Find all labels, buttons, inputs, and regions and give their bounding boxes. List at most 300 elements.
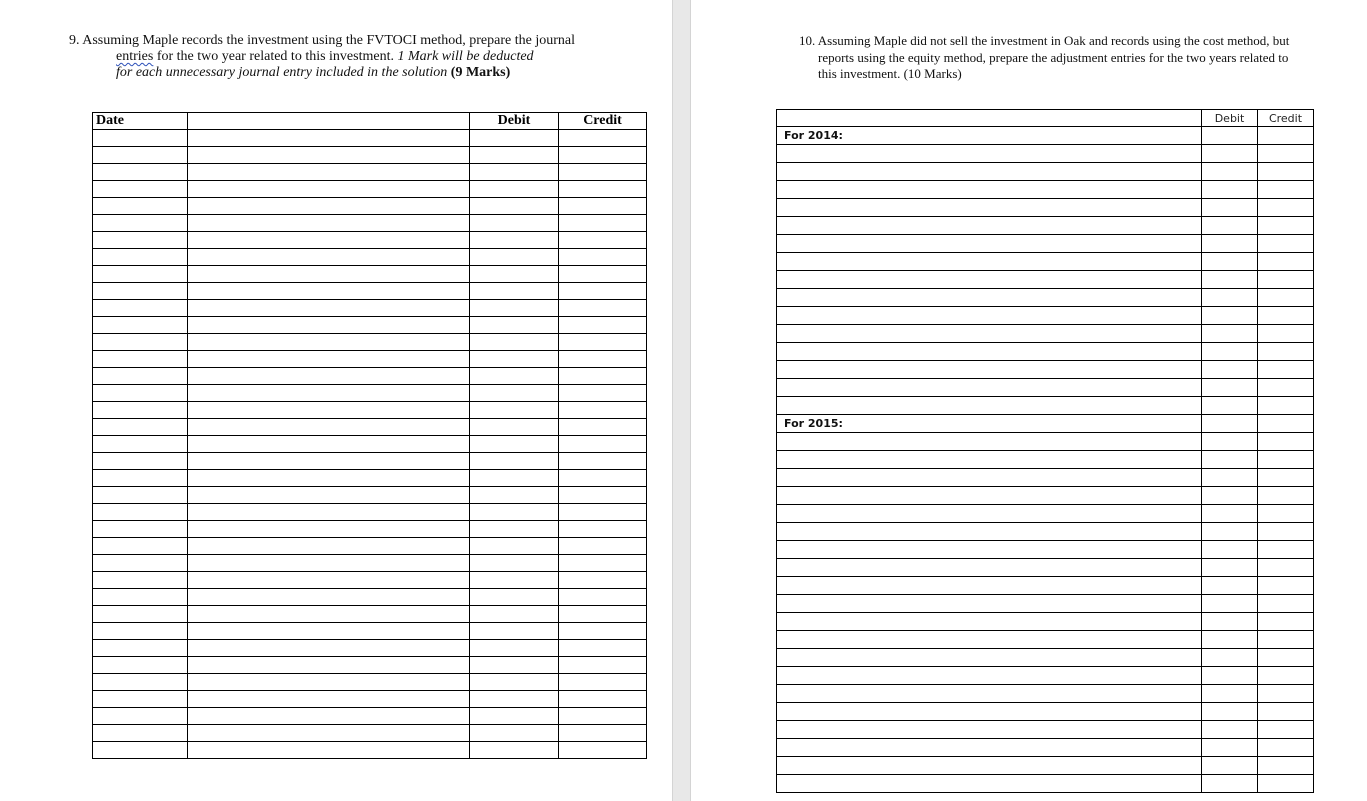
table-row <box>93 317 647 334</box>
credit-cell[interactable] <box>1258 343 1314 361</box>
table-row <box>777 613 1314 631</box>
credit-cell[interactable] <box>559 691 647 708</box>
debit-cell[interactable] <box>1202 361 1258 379</box>
date-cell[interactable] <box>93 402 188 419</box>
credit-cell[interactable] <box>1258 199 1314 217</box>
account-cell[interactable] <box>188 198 470 215</box>
credit-cell[interactable] <box>1258 595 1314 613</box>
description-cell[interactable] <box>777 505 1202 523</box>
credit-cell[interactable] <box>559 606 647 623</box>
credit-cell[interactable] <box>1258 145 1314 163</box>
debit-cell[interactable] <box>470 487 559 504</box>
date-cell[interactable] <box>93 555 188 572</box>
table-row <box>93 436 647 453</box>
credit-cell[interactable] <box>559 470 647 487</box>
table-row <box>777 289 1314 307</box>
section-label: For 2014: <box>777 127 1202 145</box>
table-row <box>93 249 647 266</box>
debit-cell[interactable] <box>470 198 559 215</box>
credit-cell[interactable] <box>1258 379 1314 397</box>
account-cell[interactable] <box>188 402 470 419</box>
table-row <box>93 300 647 317</box>
credit-cell[interactable] <box>559 300 647 317</box>
debit-cell[interactable] <box>1202 433 1258 451</box>
debit-cell[interactable] <box>1202 775 1258 793</box>
description-cell[interactable] <box>777 181 1202 199</box>
credit-cell[interactable] <box>559 283 647 300</box>
debit-cell[interactable] <box>1202 523 1258 541</box>
description-cell[interactable] <box>777 325 1202 343</box>
description-cell[interactable] <box>777 703 1202 721</box>
debit-cell[interactable] <box>1202 397 1258 415</box>
credit-cell[interactable] <box>559 674 647 691</box>
account-cell[interactable] <box>188 436 470 453</box>
debit-cell[interactable] <box>1202 217 1258 235</box>
account-cell[interactable] <box>188 640 470 657</box>
debit-cell[interactable] <box>1202 163 1258 181</box>
debit-cell[interactable] <box>470 725 559 742</box>
credit-cell[interactable] <box>1258 577 1314 595</box>
account-cell[interactable] <box>188 419 470 436</box>
date-cell[interactable] <box>93 691 188 708</box>
debit-cell[interactable] <box>470 504 559 521</box>
account-cell[interactable] <box>188 232 470 249</box>
debit-cell[interactable] <box>470 402 559 419</box>
debit-cell[interactable] <box>1202 469 1258 487</box>
table-row <box>777 523 1314 541</box>
debit-cell[interactable] <box>470 657 559 674</box>
credit-cell[interactable] <box>1258 703 1314 721</box>
credit-cell[interactable] <box>559 351 647 368</box>
table-row <box>93 351 647 368</box>
date-cell[interactable] <box>93 385 188 402</box>
credit-cell[interactable] <box>1258 757 1314 775</box>
credit-cell[interactable] <box>559 555 647 572</box>
credit-cell[interactable] <box>1258 613 1314 631</box>
credit-cell[interactable] <box>559 521 647 538</box>
credit-cell[interactable] <box>1258 451 1314 469</box>
table-row <box>777 757 1314 775</box>
description-cell[interactable] <box>777 721 1202 739</box>
debit-cell[interactable] <box>1202 721 1258 739</box>
date-cell[interactable] <box>93 368 188 385</box>
description-cell[interactable] <box>777 199 1202 217</box>
account-cell[interactable] <box>188 351 470 368</box>
account-cell[interactable] <box>188 215 470 232</box>
description-cell[interactable] <box>777 685 1202 703</box>
account-cell[interactable] <box>188 164 470 181</box>
credit-cell[interactable] <box>1258 631 1314 649</box>
credit-cell[interactable] <box>1258 415 1314 433</box>
credit-cell[interactable] <box>559 640 647 657</box>
debit-cell[interactable] <box>1202 667 1258 685</box>
credit-cell[interactable] <box>1258 253 1314 271</box>
date-cell[interactable] <box>93 181 188 198</box>
table-row <box>93 453 647 470</box>
account-cell[interactable] <box>188 181 470 198</box>
credit-cell[interactable] <box>1258 487 1314 505</box>
debit-cell[interactable] <box>1202 757 1258 775</box>
credit-cell[interactable] <box>1258 685 1314 703</box>
credit-cell[interactable] <box>1258 325 1314 343</box>
debit-cell[interactable] <box>470 538 559 555</box>
description-cell[interactable] <box>777 271 1202 289</box>
description-cell[interactable] <box>777 145 1202 163</box>
credit-cell[interactable] <box>1258 217 1314 235</box>
date-cell[interactable] <box>93 266 188 283</box>
debit-cell[interactable] <box>1202 739 1258 757</box>
debit-cell[interactable] <box>470 691 559 708</box>
account-cell[interactable] <box>188 385 470 402</box>
date-cell[interactable] <box>93 589 188 606</box>
debit-cell[interactable] <box>470 470 559 487</box>
credit-cell[interactable] <box>559 402 647 419</box>
debit-cell[interactable] <box>1202 415 1258 433</box>
debit-cell[interactable] <box>1202 325 1258 343</box>
description-cell[interactable] <box>777 595 1202 613</box>
debit-cell[interactable] <box>470 436 559 453</box>
debit-cell[interactable] <box>1202 595 1258 613</box>
table-row <box>777 685 1314 703</box>
credit-cell[interactable] <box>559 436 647 453</box>
section-row <box>777 127 1314 145</box>
credit-cell[interactable] <box>559 249 647 266</box>
question-9-deduction-note-2: for each unnecessary journal entry included in the solution <box>116 65 451 80</box>
credit-cell[interactable] <box>1258 523 1314 541</box>
credit-cell[interactable] <box>1258 181 1314 199</box>
debit-cell[interactable] <box>1202 703 1258 721</box>
credit-cell[interactable] <box>1258 235 1314 253</box>
description-cell[interactable] <box>777 775 1202 793</box>
date-cell[interactable] <box>93 334 188 351</box>
description-cell[interactable] <box>777 487 1202 505</box>
table-row <box>777 775 1314 793</box>
credit-cell[interactable] <box>559 266 647 283</box>
debit-cell[interactable] <box>1202 307 1258 325</box>
credit-cell[interactable] <box>559 198 647 215</box>
credit-cell[interactable] <box>1258 469 1314 487</box>
credit-cell[interactable] <box>1258 433 1314 451</box>
debit-cell[interactable] <box>470 555 559 572</box>
journal-table-9 <box>92 112 647 759</box>
date-cell[interactable] <box>93 215 188 232</box>
credit-cell[interactable] <box>559 419 647 436</box>
table-row <box>93 215 647 232</box>
description-cell[interactable] <box>777 217 1202 235</box>
debit-cell[interactable] <box>470 674 559 691</box>
table-row <box>93 232 647 249</box>
date-cell[interactable] <box>93 317 188 334</box>
description-cell[interactable] <box>777 235 1202 253</box>
account-cell[interactable] <box>188 283 470 300</box>
credit-cell[interactable] <box>1258 721 1314 739</box>
debit-cell[interactable] <box>1202 451 1258 469</box>
credit-cell[interactable] <box>1258 667 1314 685</box>
description-cell[interactable] <box>777 361 1202 379</box>
date-cell[interactable] <box>93 674 188 691</box>
debit-cell[interactable] <box>470 130 559 147</box>
description-cell[interactable] <box>777 649 1202 667</box>
credit-cell[interactable] <box>1258 541 1314 559</box>
debit-cell[interactable] <box>1202 289 1258 307</box>
credit-cell[interactable] <box>559 317 647 334</box>
description-cell[interactable] <box>777 577 1202 595</box>
debit-cell[interactable] <box>470 300 559 317</box>
page-separator <box>672 0 691 801</box>
date-header: Date <box>93 113 188 130</box>
debit-cell[interactable] <box>470 249 559 266</box>
debit-cell[interactable] <box>470 606 559 623</box>
credit-cell[interactable] <box>559 368 647 385</box>
account-cell[interactable] <box>188 334 470 351</box>
credit-cell[interactable] <box>559 487 647 504</box>
credit-cell[interactable] <box>559 181 647 198</box>
debit-cell[interactable] <box>470 419 559 436</box>
credit-cell[interactable] <box>1258 505 1314 523</box>
account-cell[interactable] <box>188 266 470 283</box>
credit-cell[interactable] <box>559 147 647 164</box>
debit-cell[interactable] <box>470 572 559 589</box>
description-cell[interactable] <box>777 667 1202 685</box>
account-cell[interactable] <box>188 742 470 759</box>
date-cell[interactable] <box>93 453 188 470</box>
credit-cell[interactable] <box>559 232 647 249</box>
table-row <box>777 739 1314 757</box>
account-cell[interactable] <box>188 504 470 521</box>
date-cell[interactable] <box>93 504 188 521</box>
credit-cell[interactable] <box>1258 307 1314 325</box>
description-cell[interactable] <box>777 469 1202 487</box>
table-row <box>93 266 647 283</box>
table-row <box>93 334 647 351</box>
credit-cell[interactable] <box>559 657 647 674</box>
credit-cell[interactable] <box>559 504 647 521</box>
account-cell[interactable] <box>188 555 470 572</box>
credit-cell[interactable] <box>1258 271 1314 289</box>
account-cell[interactable] <box>188 572 470 589</box>
debit-cell[interactable] <box>1202 379 1258 397</box>
debit-cell[interactable] <box>1202 343 1258 361</box>
description-cell[interactable] <box>777 631 1202 649</box>
date-cell[interactable] <box>93 657 188 674</box>
description-cell[interactable] <box>777 307 1202 325</box>
debit-cell[interactable] <box>470 215 559 232</box>
debit-cell[interactable] <box>1202 253 1258 271</box>
table-row <box>93 487 647 504</box>
question-9 <box>69 33 629 81</box>
date-cell[interactable] <box>93 521 188 538</box>
credit-cell[interactable] <box>559 334 647 351</box>
debit-cell[interactable] <box>1202 559 1258 577</box>
credit-cell[interactable] <box>559 130 647 147</box>
debit-cell[interactable] <box>470 164 559 181</box>
description-cell[interactable] <box>777 757 1202 775</box>
debit-cell[interactable] <box>470 623 559 640</box>
description-cell[interactable] <box>777 343 1202 361</box>
account-cell[interactable] <box>188 725 470 742</box>
description-cell[interactable] <box>777 613 1202 631</box>
date-cell[interactable] <box>93 538 188 555</box>
debit-cell[interactable] <box>470 453 559 470</box>
debit-cell[interactable] <box>1202 631 1258 649</box>
debit-cell[interactable] <box>470 266 559 283</box>
description-cell[interactable] <box>777 739 1202 757</box>
table-row <box>777 217 1314 235</box>
date-cell[interactable] <box>93 470 188 487</box>
date-cell[interactable] <box>93 130 188 147</box>
debit-cell[interactable] <box>470 385 559 402</box>
date-cell[interactable] <box>93 708 188 725</box>
description-cell[interactable] <box>777 397 1202 415</box>
journal-table-10 <box>776 109 1314 793</box>
debit-cell[interactable] <box>1202 271 1258 289</box>
date-cell[interactable] <box>93 487 188 504</box>
debit-cell[interactable] <box>470 742 559 759</box>
account-cell[interactable] <box>188 300 470 317</box>
credit-cell[interactable] <box>1258 649 1314 667</box>
debit-cell[interactable] <box>1202 577 1258 595</box>
account-cell[interactable] <box>188 708 470 725</box>
credit-cell[interactable] <box>559 164 647 181</box>
credit-cell[interactable] <box>1258 163 1314 181</box>
description-cell[interactable] <box>777 163 1202 181</box>
credit-cell[interactable] <box>1258 775 1314 793</box>
account-cell[interactable] <box>188 368 470 385</box>
account-cell[interactable] <box>188 623 470 640</box>
description-cell[interactable] <box>777 559 1202 577</box>
table-row <box>777 451 1314 469</box>
description-cell[interactable] <box>777 379 1202 397</box>
table-row <box>777 397 1314 415</box>
date-cell[interactable] <box>93 606 188 623</box>
date-cell[interactable] <box>93 725 188 742</box>
misspelled-word[interactable]: entries <box>116 49 154 64</box>
debit-cell[interactable] <box>470 589 559 606</box>
date-cell[interactable] <box>93 147 188 164</box>
account-cell[interactable] <box>188 487 470 504</box>
account-cell[interactable] <box>188 249 470 266</box>
credit-cell[interactable] <box>559 708 647 725</box>
credit-cell[interactable] <box>559 215 647 232</box>
credit-cell[interactable] <box>559 538 647 555</box>
question-9-text-1: Assuming Maple records the investment using the FVTOCI method, prepare the journal <box>82 33 575 48</box>
table-row <box>93 674 647 691</box>
credit-cell[interactable] <box>1258 361 1314 379</box>
table-row <box>777 361 1314 379</box>
debit-cell[interactable] <box>470 351 559 368</box>
credit-cell[interactable] <box>559 572 647 589</box>
account-cell[interactable] <box>188 470 470 487</box>
credit-cell[interactable] <box>1258 739 1314 757</box>
description-cell[interactable] <box>777 451 1202 469</box>
debit-cell[interactable] <box>1202 235 1258 253</box>
account-cell[interactable] <box>188 538 470 555</box>
date-cell[interactable] <box>93 419 188 436</box>
debit-cell[interactable] <box>470 368 559 385</box>
question-9-number: 9. <box>69 33 80 48</box>
date-cell[interactable] <box>93 232 188 249</box>
date-cell[interactable] <box>93 572 188 589</box>
debit-cell[interactable] <box>470 232 559 249</box>
account-cell[interactable] <box>188 589 470 606</box>
date-cell[interactable] <box>93 623 188 640</box>
account-cell[interactable] <box>188 453 470 470</box>
date-cell[interactable] <box>93 164 188 181</box>
debit-cell[interactable] <box>1202 199 1258 217</box>
debit-cell[interactable] <box>470 147 559 164</box>
table-row <box>93 368 647 385</box>
date-cell[interactable] <box>93 198 188 215</box>
account-cell[interactable] <box>188 147 470 164</box>
table-row <box>777 199 1314 217</box>
credit-cell[interactable] <box>559 453 647 470</box>
credit-cell[interactable] <box>559 589 647 606</box>
table-row <box>777 433 1314 451</box>
debit-cell[interactable] <box>1202 649 1258 667</box>
description-cell[interactable] <box>777 289 1202 307</box>
table-row <box>777 649 1314 667</box>
debit-cell[interactable] <box>1202 685 1258 703</box>
account-cell[interactable] <box>188 606 470 623</box>
credit-cell[interactable] <box>559 623 647 640</box>
debit-cell[interactable] <box>470 283 559 300</box>
description-cell[interactable] <box>777 433 1202 451</box>
debit-cell[interactable] <box>470 708 559 725</box>
debit-cell[interactable] <box>470 181 559 198</box>
credit-cell[interactable] <box>1258 127 1314 145</box>
date-cell[interactable] <box>93 436 188 453</box>
date-cell[interactable] <box>93 640 188 657</box>
table-row <box>93 198 647 215</box>
debit-cell[interactable] <box>1202 487 1258 505</box>
debit-cell[interactable] <box>470 334 559 351</box>
debit-cell[interactable] <box>470 640 559 657</box>
description-cell[interactable] <box>777 541 1202 559</box>
table-row <box>777 145 1314 163</box>
credit-cell[interactable] <box>559 385 647 402</box>
account-cell[interactable] <box>188 657 470 674</box>
debit-cell[interactable] <box>1202 613 1258 631</box>
account-cell[interactable] <box>188 317 470 334</box>
credit-cell[interactable] <box>559 725 647 742</box>
account-cell[interactable] <box>188 674 470 691</box>
date-cell[interactable] <box>93 249 188 266</box>
description-cell[interactable] <box>777 523 1202 541</box>
account-cell[interactable] <box>188 521 470 538</box>
table-row <box>777 469 1314 487</box>
debit-cell[interactable] <box>1202 505 1258 523</box>
debit-cell[interactable] <box>1202 181 1258 199</box>
credit-cell[interactable] <box>1258 559 1314 577</box>
date-cell[interactable] <box>93 283 188 300</box>
credit-cell[interactable] <box>559 742 647 759</box>
credit-cell[interactable] <box>1258 397 1314 415</box>
date-cell[interactable] <box>93 300 188 317</box>
date-cell[interactable] <box>93 351 188 368</box>
debit-cell[interactable] <box>470 317 559 334</box>
date-cell[interactable] <box>93 742 188 759</box>
section-label: For 2015: <box>777 415 1202 433</box>
account-cell[interactable] <box>188 130 470 147</box>
debit-cell[interactable] <box>1202 541 1258 559</box>
account-cell[interactable] <box>188 691 470 708</box>
debit-cell[interactable] <box>1202 127 1258 145</box>
debit-cell[interactable] <box>1202 145 1258 163</box>
debit-cell[interactable] <box>470 521 559 538</box>
credit-cell[interactable] <box>1258 289 1314 307</box>
description-cell[interactable] <box>777 253 1202 271</box>
table-row <box>93 606 647 623</box>
